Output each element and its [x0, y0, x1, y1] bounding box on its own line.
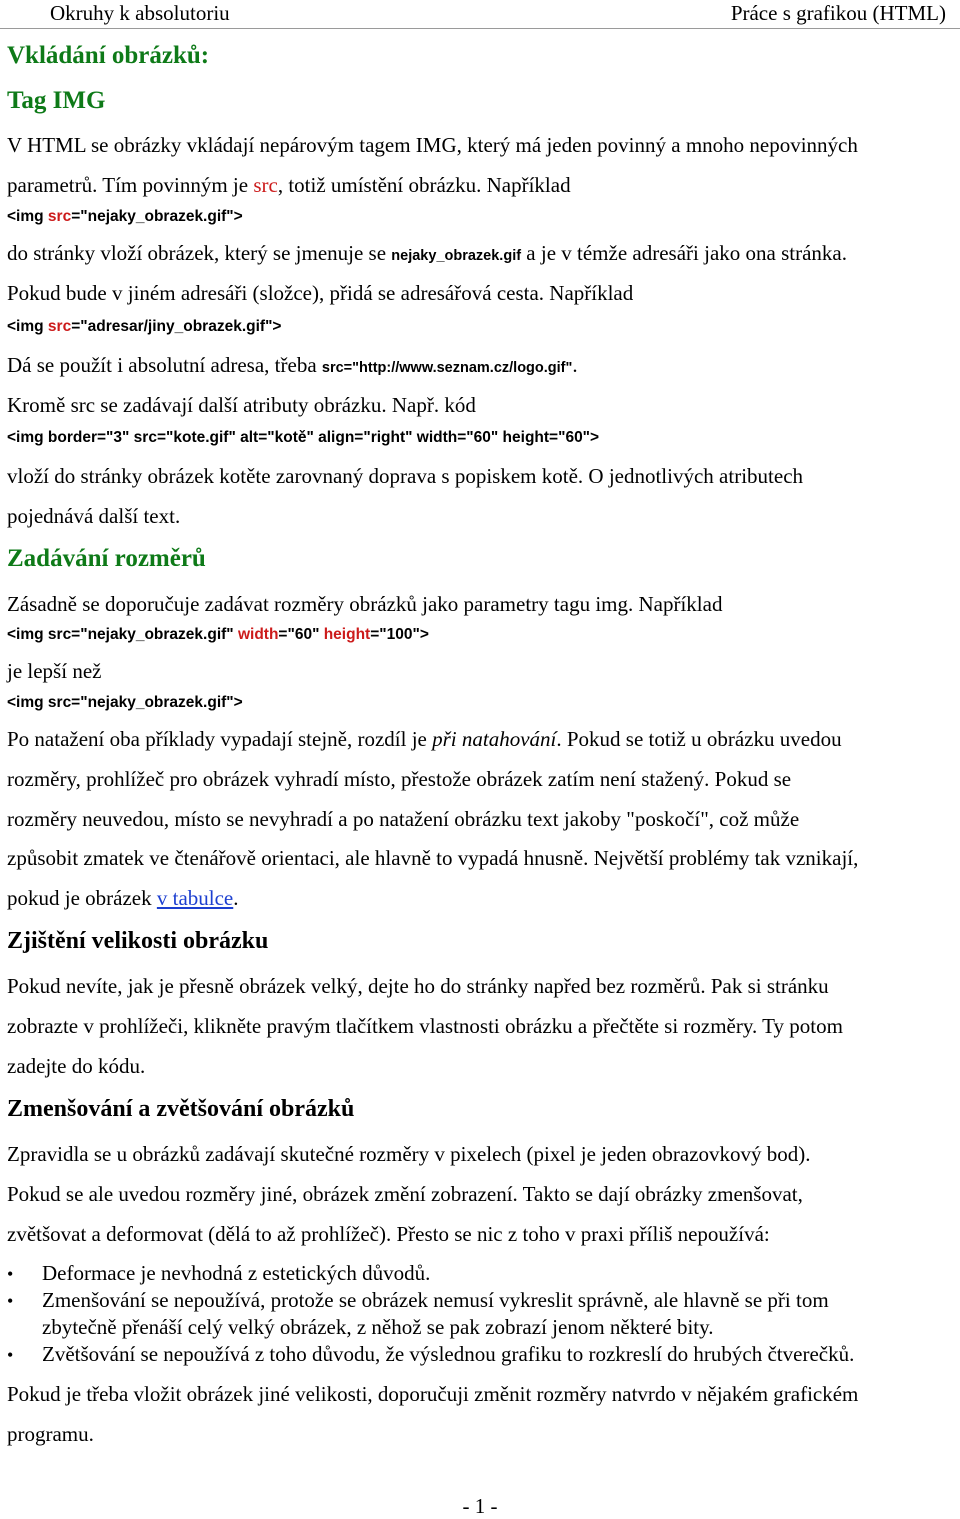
src-keyword: src [253, 173, 278, 197]
s1-paragraph-line: parametrů. Tím povinným je src, totiž umístění obrázku. Například [7, 173, 571, 197]
s1-paragraph-line: Pokud bude v jiném adresáři (složce), přidá se adresářová cesta. Například [7, 281, 634, 305]
s1-paragraph-line: Dá se použít i absolutní adresa, třeba src="http://www.seznam.cz/logo.gif". [7, 353, 578, 377]
s2-paragraph-line: rozměry, prohlížeč pro obrázek vyhradí místo, přestože obrázek zatím není stažený. Pokud se [7, 767, 792, 791]
s4-paragraph-line: programu. [7, 1422, 94, 1446]
s2-paragraph-line: je lepší než [7, 659, 102, 683]
list-item: Zvětšování se nepoužívá z toho důvodu, že výslednou grafiku to rozkreslí do hrubých čtverečků. [42, 1342, 855, 1366]
s1-paragraph-line: Kromě src se zadávají další atributy obrázku. Např. kód [7, 393, 476, 417]
code-example: <img src="nejaky_obrazek.gif"> [7, 208, 243, 225]
bullet-dot: • [7, 1291, 14, 1311]
page-header [0, 0, 960, 30]
table-link[interactable]: v tabulce [156, 886, 234, 910]
bullet-dot: • [7, 1345, 14, 1365]
s2-paragraph-line: způsobit zmatek ve čtenářově orientaci, ale hlavně to vypadá hnusně. Největší problémy tak vznikají, [7, 846, 859, 870]
section1-title: Vkládání obrázků: [7, 42, 210, 69]
s2-paragraph-line: rozměry neuvedou, místo se nevyhradí a po natažení obrázku text jakoby "poskočí", což může [7, 807, 800, 831]
section2-title: Zadávání rozměrů [7, 545, 206, 572]
s2-paragraph-line: pokud je obrázek v tabulce. [7, 886, 239, 910]
s4-paragraph-line: Pokud je třeba vložit obrázek jiné velikosti, doporučuji změnit rozměry natvrdo v nějakém grafickém [7, 1382, 859, 1406]
header-rule [0, 28, 960, 29]
page-number: - 1 - [462, 1494, 498, 1518]
s3-paragraph-line: Pokud nevíte, jak je přesně obrázek velký, dejte ho do stránky napřed bez rozměrů. Pak si stránku [7, 974, 829, 998]
code-example: <img src="nejaky_obrazek.gif" width="60" height="100"> [7, 626, 429, 643]
bullet-dot: • [7, 1264, 14, 1284]
list-item: Zmenšování se nepoužívá, protože se obrázek nemusí vykreslit správně, ale hlavně se při tom [42, 1288, 829, 1312]
s4-paragraph-line: zvětšovat a deformovat (dělá to až prohlížeč). Přesto se nic z toho v praxi příliš nepoužívá: [7, 1222, 770, 1246]
s4-paragraph-line: Pokud se ale uvedou rozměry jiné, obrázek změní zobrazení. Takto se dají obrázky zmenšovat, [7, 1182, 803, 1206]
section3-title: Zjištění velikosti obrázku [7, 928, 269, 954]
s1-paragraph-line: vloží do stránky obrázek kotěte zarovnaný doprava s popiskem kotě. O jednotlivých atributech [7, 464, 804, 488]
header-left: Okruhy k absolutoriu [50, 1, 230, 25]
list-item: Deformace je nevhodná z estetických důvodů. [42, 1261, 431, 1285]
emphasis: při natahování [432, 727, 557, 751]
s3-paragraph-line: zobrazte v prohlížeči, klikněte pravým tlačítkem vlastnosti obrázku a přečtěte si rozměry. Ty potom [7, 1014, 843, 1038]
inline-filename: nejaky_obrazek.gif [391, 248, 522, 264]
s3-paragraph-line: zadejte do kódu. [7, 1054, 146, 1078]
section1-subtitle: Tag IMG [7, 87, 106, 114]
header-right: Práce s grafikou (HTML) [730, 1, 946, 25]
code-example: <img src="adresar/jiny_obrazek.gif"> [7, 318, 282, 335]
s1-paragraph-line: V HTML se obrázky vkládají nepárovým tagem IMG, který má jeden povinný a mnoho nepovinných [7, 133, 858, 157]
code-example: <img border="3" src="kote.gif" alt="kotě" align="right" width="60" height="60"> [7, 429, 600, 446]
code-example: <img src="nejaky_obrazek.gif"> [7, 694, 243, 711]
s1-paragraph-line: do stránky vloží obrázek, který se jmenuje se nejaky_obrazek.gif a je v témže adresáři jako ona stránka. [7, 241, 847, 265]
list-item-continuation: zbytečně přenáší celý velký obrázek, z něhož se pak zobrazí jenom některé bity. [42, 1315, 714, 1339]
s2-paragraph-line: Zásadně se doporučuje zadávat rozměry obrázků jako parametry tagu img. Například [7, 592, 723, 616]
s4-paragraph-line: Zpravidla se u obrázků zadávají skutečné rozměry v pixelech (pixel je jeden obrazovkový bod). [7, 1142, 811, 1166]
s1-paragraph-line: pojednává další text. [7, 504, 181, 528]
s2-paragraph-line: Po natažení oba příklady vypadají stejně, rozdíl je při natahování. Pokud se totiž u obrázku uvedou [7, 727, 842, 751]
inline-code: src="http://www.seznam.cz/logo.gif" [321, 360, 573, 376]
section4-title: Zmenšování a zvětšování obrázků [7, 1096, 355, 1122]
